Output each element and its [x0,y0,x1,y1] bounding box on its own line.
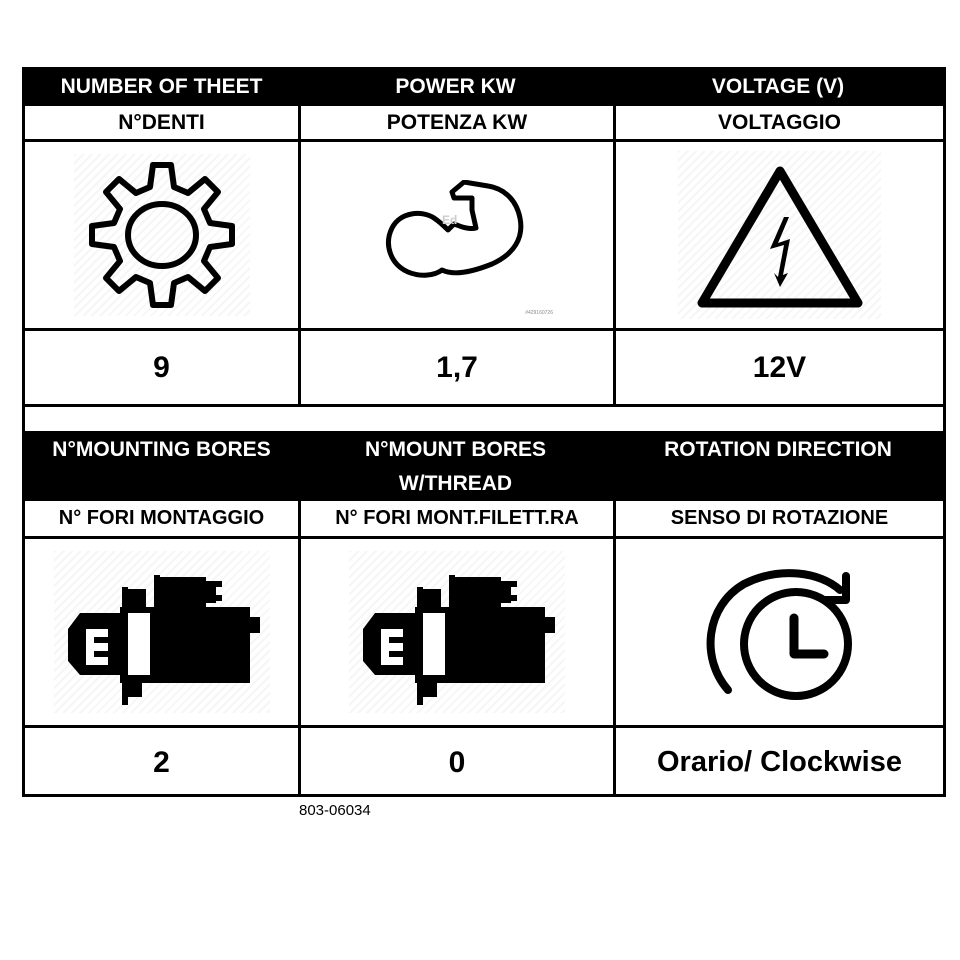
top-header-row [25,70,943,103]
gear-icon [80,160,244,310]
spacer-row [25,404,943,432]
value-voltage: 12V [613,331,943,404]
header-power-en: POWER KW [298,70,613,103]
value-power: 1,7 [298,331,613,404]
top-subheader-row [25,103,943,139]
high-voltage-warning-icon [692,155,867,315]
stock-watermark: #429160726 [525,310,553,316]
starter-motor-icon [359,557,555,707]
header-voltage-en: VOLTAGE (V) [613,70,943,103]
header-power-it: POTENZA KW [298,106,613,139]
header-threaded-bores-line2: W/THREAD [398,472,513,495]
bottom-subheader-row [25,501,943,536]
header-threaded-bores-en [298,431,613,501]
top-value-row [25,328,943,404]
top-icon-row [25,139,943,328]
clockwise-clock-icon [700,562,860,702]
value-mounting-bores: 2 [153,745,170,779]
power-icon-cell [298,142,613,328]
header-mounting-bores-it: N° FORI MONTAGGIO [58,507,265,529]
voltage-icon-cell [613,142,943,328]
header-rotation-en: ROTATION DIRECTION [613,431,943,501]
value-rotation: Orario/ Clockwise [613,728,943,797]
header-threaded-bores-line1: N°MOUNT BORES [364,438,547,461]
bottom-icon-row [25,536,943,725]
threaded-bores-icon-cell [298,539,613,725]
bottom-header-row [25,431,943,501]
part-code: 803-06034 [299,802,371,819]
header-voltage-it: VOLTAGGIO [613,106,943,139]
header-rotation-it: SENSO DI ROTAZIONE [613,501,943,536]
value-threaded-bores: 0 [298,728,613,797]
teeth-icon-cell [25,142,298,328]
header-teeth-it: N°DENTI [118,110,205,134]
spec-table [22,67,946,797]
rotation-icon-cell [613,539,943,725]
starter-motor-icon [64,557,260,707]
header-threaded-bores-it: N° FORI MONT.FILETT.RA [298,501,613,536]
svg-text:Ed: Ed [442,213,458,227]
flexed-bicep-icon [382,180,532,290]
header-teeth-en: NUMBER OF THEET [25,70,298,103]
header-mounting-bores-en: N°MOUNTING BORES [25,431,298,501]
mounting-bores-icon-cell [25,539,298,725]
bottom-value-row [25,725,943,797]
value-teeth: 9 [153,350,170,384]
